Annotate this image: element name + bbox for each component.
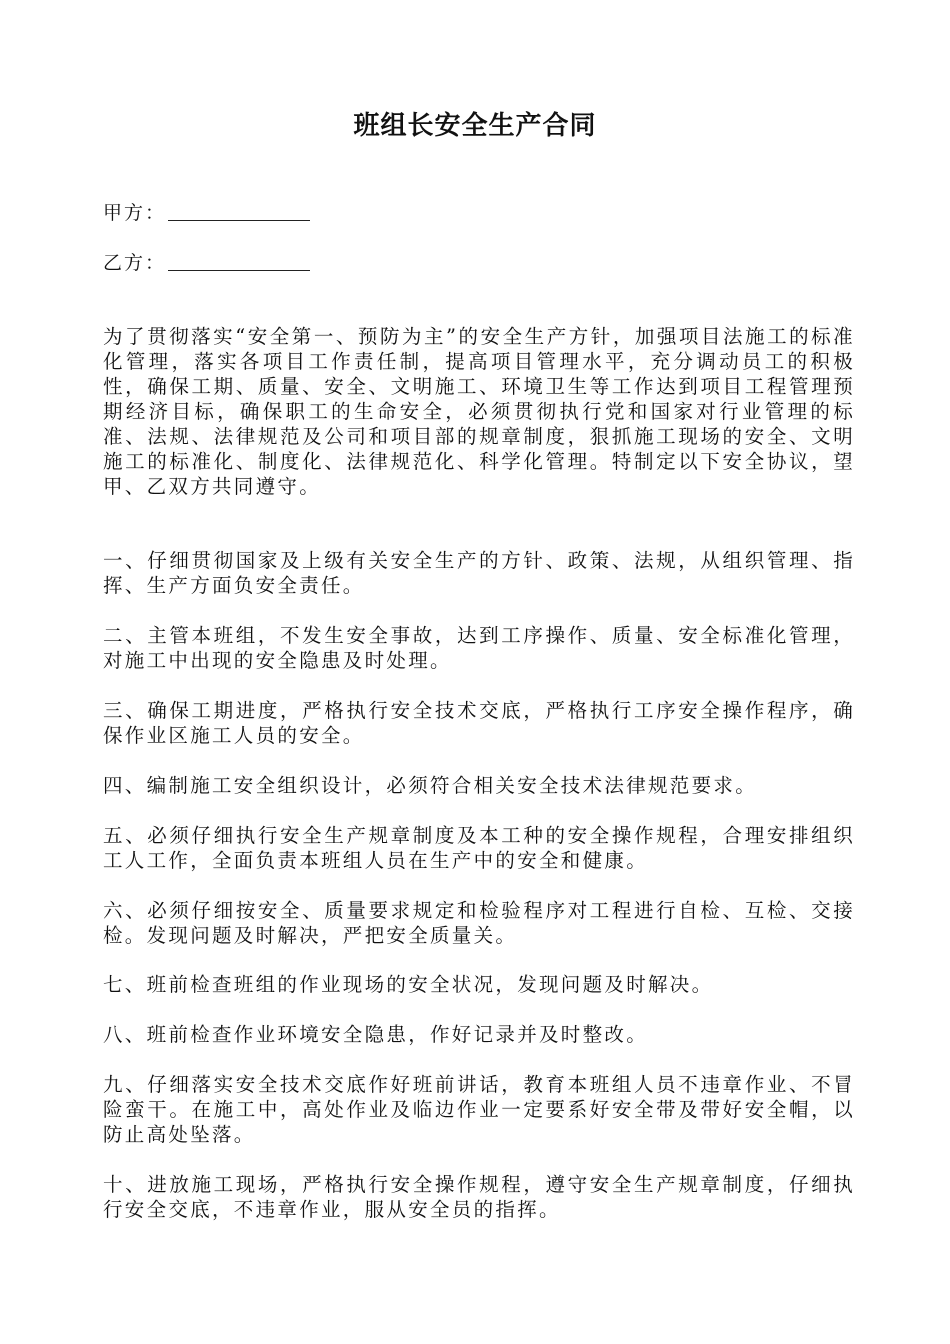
clause-2: 二、主管本班组，不发生安全事故，达到工序操作、质量、安全标准化管理，对施工中出现的安全隐患及时处理。	[103, 624, 855, 672]
clause-8: 八、班前检查作业环境安全隐患，作好记录并及时整改。	[103, 1023, 649, 1046]
intro-paragraph: 为了贯彻落实“安全第一、预防为主”的安全生产方针，加强项目法施工的标准化管理，落实各项目工作责任制，提高项目管理水平，充分调动员工的积极性，确保工期、质量、安全、文明施工、环境卫生等工作达到项目工程管理预期经济目标，确保职工的生命安全，必须贯彻执行党和国家对行业管理的标准、法规、法律规范及公司和项目部的规章制度，狠抓施工现场的安全、文明施工的标准化、制度化、法律规范化、科学化管理。特制定以下安全协议，望甲、乙双方共同遵守。	[103, 325, 855, 498]
party-b-blank	[168, 252, 310, 271]
party-a-line	[103, 199, 310, 227]
clause-7: 七、班前检查班组的作业现场的安全状况，发现问题及时解决。	[103, 973, 714, 996]
clause-4: 四、编制施工安全组织设计，必须符合相关安全技术法律规范要求。	[103, 774, 758, 797]
party-b-line	[103, 249, 310, 277]
clause-1: 一、仔细贯彻国家及上级有关安全生产的方针、政策、法规，从组织管理、指挥、生产方面负安全责任。	[103, 549, 855, 597]
document-title: 班组长安全生产合同	[353, 111, 597, 141]
clause-9: 九、仔细落实安全技术交底作好班前讲话，教育本班组人员不违章作业、不冒险蛮干。在施工中，高处作业及临边作业一定要系好安全带及带好安全帽，以防止高处坠落。	[103, 1073, 855, 1146]
party-a-label: 甲方：	[103, 202, 167, 224]
party-a-blank	[168, 202, 310, 221]
clause-5: 五、必须仔细执行安全生产规章制度及本工种的安全操作规程，合理安排组织工人工作，全面负责本班组人员在生产中的安全和健康。	[103, 824, 855, 872]
clause-10: 十、进放施工现场，严格执行安全操作规程，遵守安全生产规章制度，仔细执行安全交底，不违章作业，服从安全员的指挥。	[103, 1173, 855, 1221]
clause-6: 六、必须仔细按安全、质量要求规定和检验程序对工程进行自检、互检、交接检。发现问题及时解决，严把安全质量关。	[103, 899, 855, 947]
party-b-label: 乙方：	[103, 252, 167, 274]
clause-3: 三、确保工期进度，严格执行安全技术交底，严格执行工序安全操作程序，确保作业区施工人员的安全。	[103, 699, 855, 747]
